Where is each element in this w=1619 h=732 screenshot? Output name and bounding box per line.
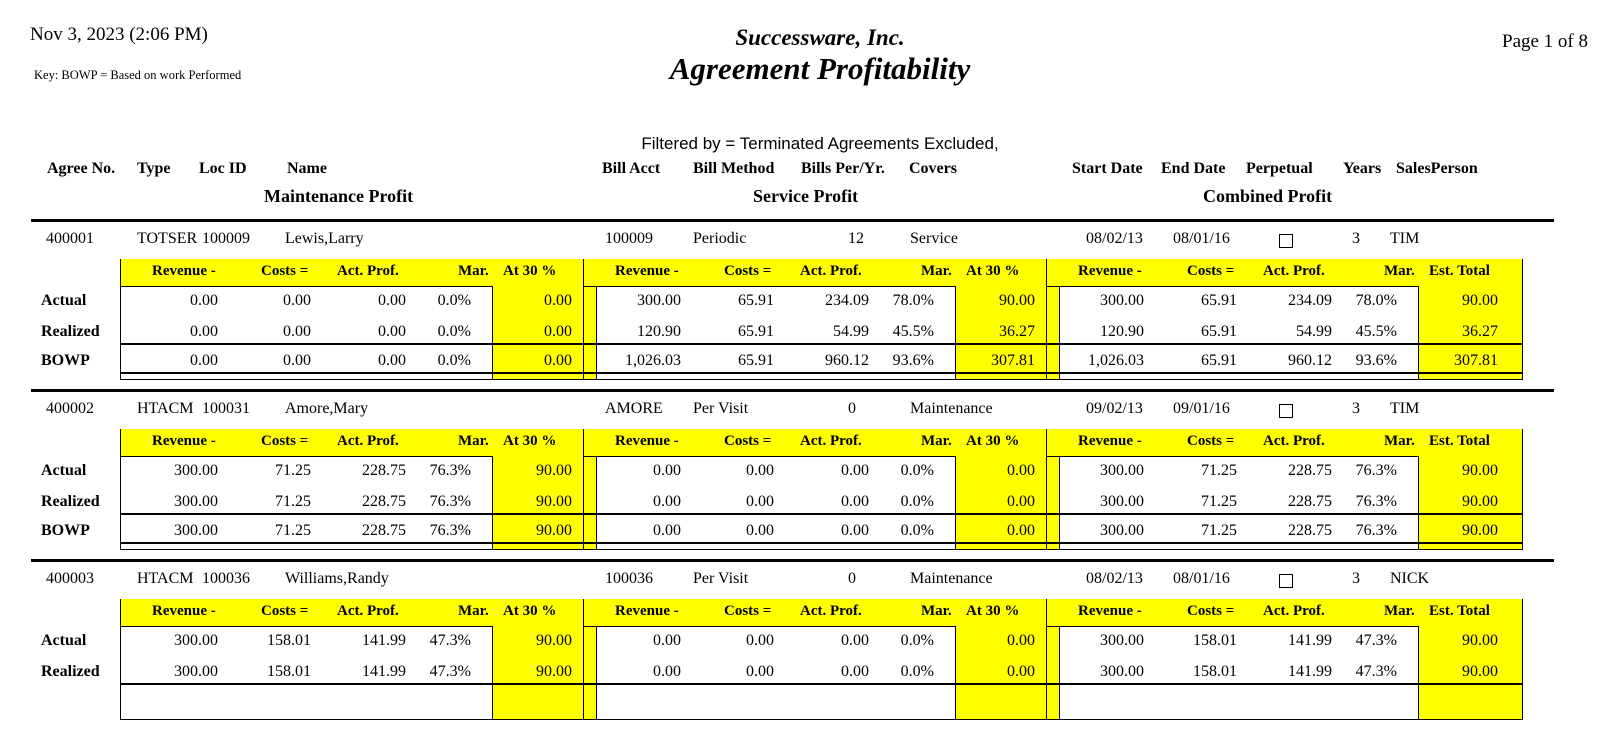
section-service-profit: Service Profit bbox=[753, 186, 859, 206]
combined-cell: 300.00 bbox=[1100, 522, 1144, 539]
combined-cell: 158.01 bbox=[1193, 632, 1237, 649]
combined-cell: 76.3% bbox=[1355, 462, 1397, 479]
maintenance-cell: 0.00 bbox=[283, 292, 311, 309]
col-loc-id: Loc ID bbox=[199, 160, 247, 177]
maintenance-cell: 300.00 bbox=[174, 632, 218, 649]
row-separator bbox=[1047, 683, 1522, 685]
service-cell: 300.00 bbox=[637, 292, 681, 309]
service-cell: 36.27 bbox=[999, 323, 1035, 340]
agreement-bill-acct: AMORE bbox=[605, 400, 663, 417]
group-header-label: Costs = bbox=[1187, 263, 1235, 279]
combined-cell: 71.25 bbox=[1201, 522, 1237, 539]
agreement-loc-id: 100031 bbox=[202, 400, 250, 417]
group-header-label: At 30 % bbox=[966, 433, 1020, 449]
maintenance-cell: 47.3% bbox=[429, 663, 471, 680]
agreement-block bbox=[0, 222, 1619, 392]
maintenance-cell: 300.00 bbox=[174, 522, 218, 539]
service-cell: 0.00 bbox=[653, 462, 681, 479]
service-cell: 45.5% bbox=[892, 323, 934, 340]
col-perpetual: Perpetual bbox=[1246, 160, 1313, 177]
agreement-salesperson: TIM bbox=[1390, 230, 1420, 247]
row-separator bbox=[1047, 542, 1522, 544]
row-label-realized: Realized bbox=[41, 323, 100, 340]
group-header-label: Est. Total bbox=[1429, 263, 1490, 279]
group-header-label: At 30 % bbox=[966, 603, 1020, 619]
service-cell: 0.00 bbox=[1007, 663, 1035, 680]
maintenance-cell: 71.25 bbox=[275, 522, 311, 539]
maintenance-group-header bbox=[121, 259, 596, 287]
group-header-label: Costs = bbox=[261, 433, 309, 449]
group-header-label: Mar. bbox=[458, 433, 489, 449]
service-cell: 0.00 bbox=[841, 663, 869, 680]
maintenance-cell: 0.00 bbox=[544, 292, 572, 309]
combined-cell: 300.00 bbox=[1100, 462, 1144, 479]
col-salesperson: SalesPerson bbox=[1396, 160, 1478, 177]
maintenance-cell: 0.00 bbox=[190, 352, 218, 369]
key-note: Key: BOWP = Based on work Performed bbox=[34, 68, 242, 82]
maintenance-cell: 76.3% bbox=[429, 493, 471, 510]
maintenance-cell: 300.00 bbox=[174, 663, 218, 680]
maintenance-cell: 300.00 bbox=[174, 493, 218, 510]
service-cell: 0.00 bbox=[1007, 632, 1035, 649]
service-cell: 234.09 bbox=[825, 292, 869, 309]
service-cell: 0.0% bbox=[900, 493, 934, 510]
service-cell: 0.00 bbox=[1007, 493, 1035, 510]
combined-cell: 93.6% bbox=[1355, 352, 1397, 369]
service-cell: 0.00 bbox=[841, 493, 869, 510]
combined-profit-group bbox=[1046, 429, 1523, 550]
maintenance-cell: 0.00 bbox=[544, 323, 572, 340]
maintenance-profit-group bbox=[120, 259, 597, 380]
section-maintenance-profit: Maintenance Profit bbox=[264, 186, 414, 206]
combined-cell: 300.00 bbox=[1100, 663, 1144, 680]
row-separator bbox=[584, 372, 1059, 374]
group-header-label: Act. Prof. bbox=[800, 263, 862, 279]
row-separator bbox=[584, 513, 1059, 515]
service-cell: 307.81 bbox=[991, 352, 1035, 369]
agreement-bill-method: Periodic bbox=[693, 230, 747, 247]
agreement-years: 3 bbox=[1352, 570, 1360, 587]
group-header-label: At 30 % bbox=[503, 603, 557, 619]
agreement-bills-per-yr: 12 bbox=[848, 230, 864, 247]
col-bills-per-yr: Bills Per/Yr. bbox=[801, 160, 885, 177]
group-header-label: Costs = bbox=[1187, 603, 1235, 619]
group-header-label: Costs = bbox=[724, 263, 772, 279]
group-header-label: Revenue - bbox=[1078, 263, 1142, 279]
agreement-salesperson: NICK bbox=[1390, 570, 1430, 587]
combined-cell: 90.00 bbox=[1462, 292, 1498, 309]
service-cell: 0.00 bbox=[841, 462, 869, 479]
group-header-label: Costs = bbox=[261, 263, 309, 279]
combined-cell: 71.25 bbox=[1201, 462, 1237, 479]
group-header-label: Mar. bbox=[1384, 263, 1415, 279]
combined-cell: 47.3% bbox=[1355, 632, 1397, 649]
agreement-bill-acct: 100036 bbox=[605, 570, 653, 587]
combined-cell: 47.3% bbox=[1355, 663, 1397, 680]
maintenance-cell: 0.0% bbox=[437, 292, 471, 309]
combined-cell: 141.99 bbox=[1288, 663, 1332, 680]
service-profit-group bbox=[583, 259, 1060, 380]
combined-profit-group bbox=[1046, 259, 1523, 380]
agreement-loc-id: 100009 bbox=[202, 230, 250, 247]
service-cell: 0.00 bbox=[746, 462, 774, 479]
group-header-label: Mar. bbox=[458, 263, 489, 279]
agreement-agree-no: 400003 bbox=[46, 570, 94, 587]
group-header-label: Act. Prof. bbox=[1263, 263, 1325, 279]
service-cell: 0.00 bbox=[746, 632, 774, 649]
maintenance-cell: 300.00 bbox=[174, 462, 218, 479]
report-date: Nov 3, 2023 (2:06 PM) bbox=[30, 24, 208, 45]
service-cell: 0.0% bbox=[900, 632, 934, 649]
maintenance-cell: 71.25 bbox=[275, 493, 311, 510]
maintenance-cell: 0.00 bbox=[283, 323, 311, 340]
row-label-realized: Realized bbox=[41, 493, 100, 510]
service-cell: 0.0% bbox=[900, 522, 934, 539]
maintenance-cell: 228.75 bbox=[362, 522, 406, 539]
combined-cell: 78.0% bbox=[1355, 292, 1397, 309]
agreement-covers: Service bbox=[910, 230, 958, 247]
group-header-label: Est. Total bbox=[1429, 433, 1490, 449]
maintenance-cell: 0.00 bbox=[283, 352, 311, 369]
perpetual-checkbox[interactable] bbox=[1279, 574, 1293, 588]
maintenance-profit-group bbox=[120, 429, 597, 550]
maintenance-cell: 76.3% bbox=[429, 462, 471, 479]
row-separator bbox=[584, 343, 1059, 345]
combined-cell: 228.75 bbox=[1288, 522, 1332, 539]
combined-cell: 234.09 bbox=[1288, 292, 1332, 309]
col-start-date: Start Date bbox=[1072, 160, 1143, 177]
group-header-label: Est. Total bbox=[1429, 603, 1490, 619]
service-cell: 0.00 bbox=[841, 632, 869, 649]
maintenance-cell: 141.99 bbox=[362, 632, 406, 649]
agreement-block bbox=[0, 392, 1619, 562]
maintenance-cell: 0.00 bbox=[190, 323, 218, 340]
maintenance-cell: 228.75 bbox=[362, 493, 406, 510]
group-header-label: Revenue - bbox=[615, 433, 679, 449]
service-group-header bbox=[584, 259, 1059, 287]
group-header-label: Mar. bbox=[1384, 603, 1415, 619]
combined-cell: 65.91 bbox=[1201, 292, 1237, 309]
combined-cell: 65.91 bbox=[1201, 352, 1237, 369]
agreement-bills-per-yr: 0 bbox=[848, 570, 856, 587]
service-cell: 0.00 bbox=[746, 522, 774, 539]
group-header-label: At 30 % bbox=[966, 263, 1020, 279]
maintenance-cell: 0.00 bbox=[544, 352, 572, 369]
combined-cell: 960.12 bbox=[1288, 352, 1332, 369]
agreement-years: 3 bbox=[1352, 230, 1360, 247]
agreement-end-date: 09/01/16 bbox=[1173, 400, 1230, 417]
row-label-bowp: BOWP bbox=[41, 352, 90, 369]
combined-cell: 1,026.03 bbox=[1088, 352, 1144, 369]
col-name: Name bbox=[287, 160, 327, 177]
agreement-start-date: 09/02/13 bbox=[1086, 400, 1143, 417]
group-header-label: Act. Prof. bbox=[800, 603, 862, 619]
combined-cell: 90.00 bbox=[1462, 522, 1498, 539]
maintenance-cell: 0.00 bbox=[190, 292, 218, 309]
combined-group-header bbox=[1047, 599, 1522, 627]
group-header-label: Revenue - bbox=[152, 263, 216, 279]
agreement-start-date: 08/02/13 bbox=[1086, 230, 1143, 247]
maintenance-cell: 0.00 bbox=[378, 323, 406, 340]
maintenance-cell: 0.00 bbox=[378, 352, 406, 369]
service-profit-group bbox=[583, 429, 1060, 550]
service-cell: 0.00 bbox=[653, 663, 681, 680]
col-end-date: End Date bbox=[1161, 160, 1226, 177]
maintenance-cell: 158.01 bbox=[267, 632, 311, 649]
combined-cell: 300.00 bbox=[1100, 292, 1144, 309]
combined-group-header bbox=[1047, 259, 1522, 287]
group-header-label: Costs = bbox=[261, 603, 309, 619]
service-cell: 0.00 bbox=[746, 663, 774, 680]
combined-cell: 228.75 bbox=[1288, 493, 1332, 510]
combined-cell: 90.00 bbox=[1462, 493, 1498, 510]
service-cell: 90.00 bbox=[999, 292, 1035, 309]
combined-group-header bbox=[1047, 429, 1522, 457]
group-header-label: Act. Prof. bbox=[800, 433, 862, 449]
service-cell: 78.0% bbox=[892, 292, 934, 309]
combined-cell: 71.25 bbox=[1201, 493, 1237, 510]
row-label-realized: Realized bbox=[41, 663, 100, 680]
row-separator bbox=[121, 343, 596, 345]
service-cell: 0.0% bbox=[900, 663, 934, 680]
group-header-label: Revenue - bbox=[615, 263, 679, 279]
agreement-end-date: 08/01/16 bbox=[1173, 570, 1230, 587]
service-cell: 960.12 bbox=[825, 352, 869, 369]
perpetual-checkbox[interactable] bbox=[1279, 234, 1293, 248]
combined-cell: 76.3% bbox=[1355, 493, 1397, 510]
col-bill-method: Bill Method bbox=[693, 160, 775, 177]
agreement-start-date: 08/02/13 bbox=[1086, 570, 1143, 587]
report-title: Agreement Profitability bbox=[669, 51, 971, 86]
row-separator bbox=[121, 542, 596, 544]
maintenance-group-header bbox=[121, 599, 596, 627]
service-cell: 0.00 bbox=[653, 493, 681, 510]
group-header-label: Act. Prof. bbox=[1263, 603, 1325, 619]
maintenance-cell: 90.00 bbox=[536, 462, 572, 479]
combined-cell: 307.81 bbox=[1454, 352, 1498, 369]
group-header-label: Act. Prof. bbox=[337, 263, 399, 279]
maintenance-cell: 90.00 bbox=[536, 632, 572, 649]
group-header-label: Mar. bbox=[921, 603, 952, 619]
group-header-label: Mar. bbox=[1384, 433, 1415, 449]
maintenance-cell: 0.00 bbox=[378, 292, 406, 309]
page-number: Page 1 of 8 bbox=[1502, 31, 1589, 52]
group-header-label: Revenue - bbox=[152, 433, 216, 449]
combined-cell: 45.5% bbox=[1355, 323, 1397, 340]
maintenance-cell: 47.3% bbox=[429, 632, 471, 649]
group-header-label: Mar. bbox=[921, 263, 952, 279]
combined-cell: 158.01 bbox=[1193, 663, 1237, 680]
agreement-covers: Maintenance bbox=[910, 570, 993, 587]
service-cell: 0.00 bbox=[1007, 522, 1035, 539]
section-combined-profit: Combined Profit bbox=[1203, 186, 1333, 206]
group-header-label: Act. Prof. bbox=[337, 603, 399, 619]
agreement-name: Williams,Randy bbox=[285, 570, 389, 587]
agreement-end-date: 08/01/16 bbox=[1173, 230, 1230, 247]
service-cell: 0.00 bbox=[746, 493, 774, 510]
row-separator bbox=[121, 683, 596, 685]
service-cell: 0.00 bbox=[653, 522, 681, 539]
col-agree-no: Agree No. bbox=[47, 160, 116, 177]
combined-cell: 54.99 bbox=[1296, 323, 1332, 340]
col-covers: Covers bbox=[909, 160, 957, 177]
service-cell: 93.6% bbox=[892, 352, 934, 369]
row-separator bbox=[121, 513, 596, 515]
col-type: Type bbox=[137, 160, 171, 177]
maintenance-cell: 158.01 bbox=[267, 663, 311, 680]
group-header-label: Act. Prof. bbox=[1263, 433, 1325, 449]
group-header-label: Revenue - bbox=[1078, 433, 1142, 449]
maintenance-cell: 141.99 bbox=[362, 663, 406, 680]
agreement-block bbox=[0, 562, 1619, 732]
group-header-label: Costs = bbox=[724, 603, 772, 619]
agreement-type: TOTSER bbox=[137, 230, 198, 247]
combined-cell: 65.91 bbox=[1201, 323, 1237, 340]
group-header-label: Revenue - bbox=[615, 603, 679, 619]
service-cell: 0.00 bbox=[1007, 462, 1035, 479]
service-cell: 0.00 bbox=[653, 632, 681, 649]
maintenance-cell: 90.00 bbox=[536, 493, 572, 510]
maintenance-cell: 90.00 bbox=[536, 522, 572, 539]
maintenance-cell: 71.25 bbox=[275, 462, 311, 479]
maintenance-cell: 0.0% bbox=[437, 323, 471, 340]
group-header-label: Mar. bbox=[458, 603, 489, 619]
agreement-bill-method: Per Visit bbox=[693, 400, 749, 417]
service-cell: 65.91 bbox=[738, 352, 774, 369]
group-header-label: At 30 % bbox=[503, 433, 557, 449]
row-separator bbox=[584, 683, 1059, 685]
row-separator bbox=[1047, 372, 1522, 374]
group-header-label: Revenue - bbox=[152, 603, 216, 619]
combined-cell: 141.99 bbox=[1288, 632, 1332, 649]
combined-cell: 300.00 bbox=[1100, 632, 1144, 649]
agreement-name: Lewis,Larry bbox=[285, 230, 364, 247]
group-header-label: At 30 % bbox=[503, 263, 557, 279]
group-header-label: Mar. bbox=[921, 433, 952, 449]
row-label-actual: Actual bbox=[41, 462, 87, 479]
agreement-agree-no: 400002 bbox=[46, 400, 94, 417]
service-group-header bbox=[584, 599, 1059, 627]
group-header-label: Act. Prof. bbox=[337, 433, 399, 449]
row-label-bowp: BOWP bbox=[41, 522, 90, 539]
group-header-label: Costs = bbox=[1187, 433, 1235, 449]
combined-cell: 90.00 bbox=[1462, 462, 1498, 479]
row-label-actual: Actual bbox=[41, 632, 87, 649]
col-years: Years bbox=[1343, 160, 1382, 177]
service-cell: 65.91 bbox=[738, 292, 774, 309]
agreement-type: HTACM bbox=[137, 570, 194, 587]
agreement-covers: Maintenance bbox=[910, 400, 993, 417]
service-cell: 1,026.03 bbox=[625, 352, 681, 369]
service-cell: 0.00 bbox=[841, 522, 869, 539]
agreement-name: Amore,Mary bbox=[285, 400, 369, 417]
row-label-actual: Actual bbox=[41, 292, 87, 309]
combined-cell: 90.00 bbox=[1462, 663, 1498, 680]
maintenance-cell: 228.75 bbox=[362, 462, 406, 479]
agreement-salesperson: TIM bbox=[1390, 400, 1420, 417]
row-separator bbox=[1047, 513, 1522, 515]
company-name: Successware, Inc. bbox=[735, 25, 905, 50]
agreement-loc-id: 100036 bbox=[202, 570, 250, 587]
row-separator bbox=[584, 542, 1059, 544]
service-cell: 54.99 bbox=[833, 323, 869, 340]
agreement-bill-method: Per Visit bbox=[693, 570, 749, 587]
service-group-header bbox=[584, 429, 1059, 457]
agreement-bills-per-yr: 0 bbox=[848, 400, 856, 417]
combined-cell: 76.3% bbox=[1355, 522, 1397, 539]
maintenance-cell: 0.0% bbox=[437, 352, 471, 369]
row-separator bbox=[121, 372, 596, 374]
combined-cell: 36.27 bbox=[1462, 323, 1498, 340]
service-cell: 120.90 bbox=[637, 323, 681, 340]
service-cell: 0.0% bbox=[900, 462, 934, 479]
group-header-label: Costs = bbox=[724, 433, 772, 449]
filter-description: Filtered by = Terminated Agreements Excluded, bbox=[641, 134, 999, 153]
agreement-type: HTACM bbox=[137, 400, 194, 417]
service-cell: 65.91 bbox=[738, 323, 774, 340]
combined-cell: 300.00 bbox=[1100, 493, 1144, 510]
maintenance-group-header bbox=[121, 429, 596, 457]
combined-cell: 120.90 bbox=[1100, 323, 1144, 340]
perpetual-checkbox[interactable] bbox=[1279, 404, 1293, 418]
agreement-years: 3 bbox=[1352, 400, 1360, 417]
combined-cell: 90.00 bbox=[1462, 632, 1498, 649]
row-separator bbox=[1047, 343, 1522, 345]
group-header-label: Revenue - bbox=[1078, 603, 1142, 619]
combined-cell: 228.75 bbox=[1288, 462, 1332, 479]
maintenance-cell: 90.00 bbox=[536, 663, 572, 680]
col-bill-acct: Bill Acct bbox=[602, 160, 661, 177]
agreement-bill-acct: 100009 bbox=[605, 230, 653, 247]
agreement-agree-no: 400001 bbox=[46, 230, 94, 247]
maintenance-cell: 76.3% bbox=[429, 522, 471, 539]
